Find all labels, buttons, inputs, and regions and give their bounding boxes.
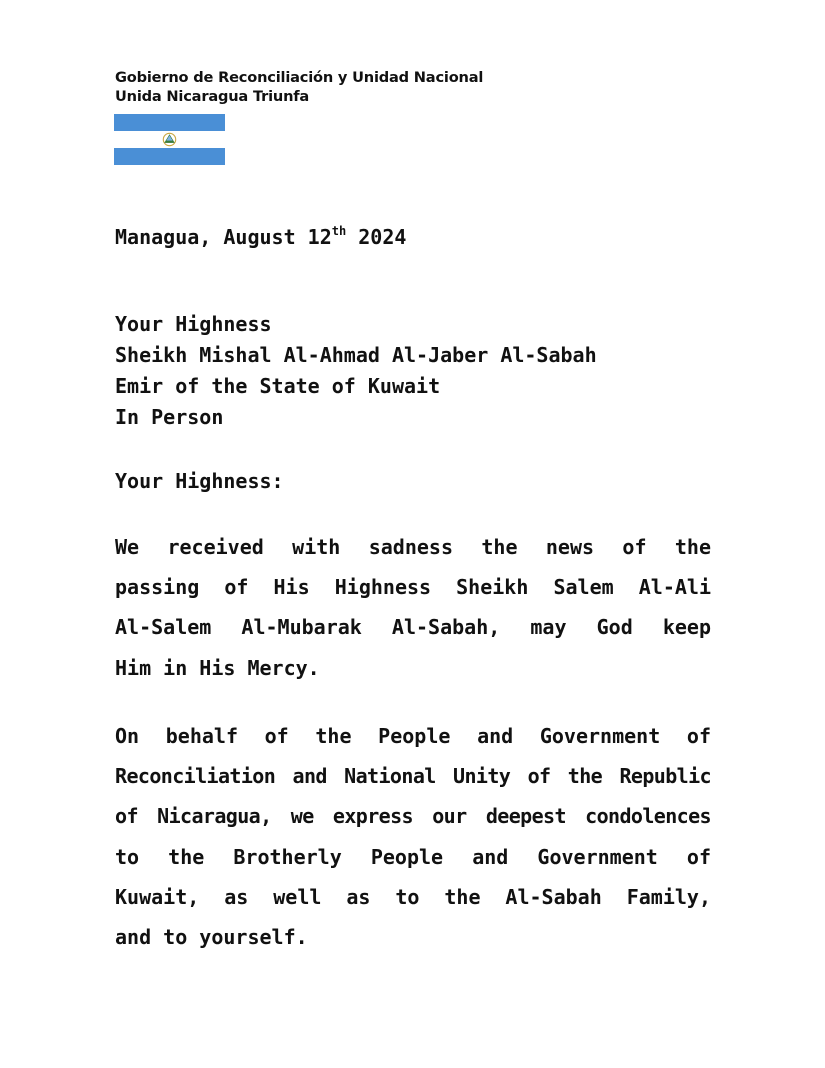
paragraph-line: Reconciliation and National Unity of the Republic — [115, 764, 711, 789]
paragraph-line: Him in His Mercy. — [115, 655, 320, 680]
addressee-line: In Person — [115, 405, 224, 429]
letterhead — [115, 68, 483, 106]
flag-bottom-stripe — [114, 148, 225, 165]
addressee-line: Your Highness — [115, 312, 272, 336]
salutation: Your Highness: — [115, 469, 284, 493]
paragraph-line: passing of His Highness Sheikh Salem Al-Ali — [115, 575, 711, 600]
paragraph-line: to the Brotherly People and Government of — [115, 844, 711, 869]
paragraph-line: Al-Salem Al-Mubarak Al-Sabah, may God keep — [115, 615, 711, 640]
addressee-block — [115, 309, 597, 433]
paragraph-condolences — [115, 716, 711, 957]
paragraph-condolence-news — [115, 527, 711, 688]
letterhead-slogan: Unida Nicaragua Triunfa — [115, 88, 310, 105]
addressee-line: Emir of the State of Kuwait — [115, 374, 441, 398]
paragraph-line: and to yourself. — [115, 925, 308, 950]
flag-top-stripe — [114, 114, 225, 131]
paragraph-line: We received with sadness the news of the — [115, 535, 711, 559]
date-ordinal-suffix: th — [331, 224, 347, 238]
paragraph-line: Kuwait, as well as to the Al-Sabah Family, — [115, 884, 711, 909]
paragraph-line: of Nicaragua, we express our deepest condolences — [115, 804, 711, 829]
addressee-line: Sheikh Mishal Al-Ahmad Al-Jaber Al-Sabah — [115, 343, 597, 367]
date-prefix: Managua, August 12 — [115, 225, 332, 249]
letter-date — [115, 224, 406, 250]
nicaragua-flag-icon — [114, 114, 225, 165]
letterhead-government-name: Gobierno de Reconciliación y Unidad Nacional — [115, 69, 484, 86]
date-year: 2024 — [346, 225, 407, 249]
paragraph-line: On behalf of the People and Government of — [115, 724, 711, 748]
